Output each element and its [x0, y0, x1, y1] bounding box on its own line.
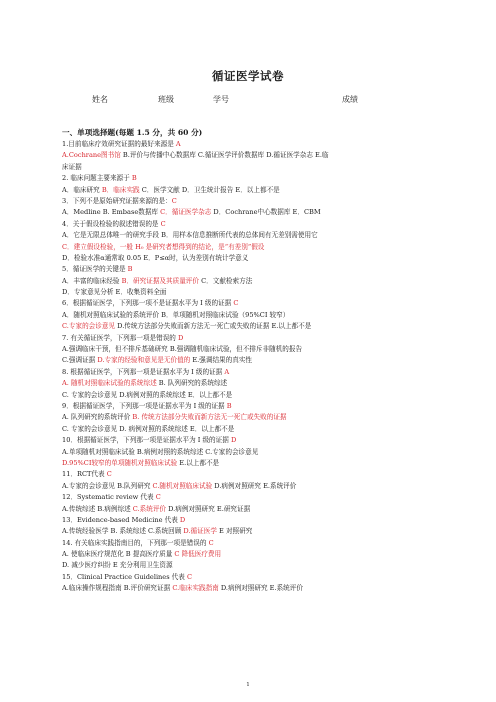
answer-text: B: [226, 401, 232, 410]
answer-text: D: [179, 515, 186, 524]
question-line: [62, 538, 440, 549]
answer-text: D.循证医学: [183, 527, 217, 536]
question-text: A.传统经验医学 B. 系统综述 C.系统回顾: [62, 527, 184, 536]
question-text: 1.目前临床疗效研究证据的最好来源是: [62, 140, 176, 148]
question-line: [62, 333, 440, 344]
answer-text: D.专家的经验和意见是无价值的: [97, 356, 191, 365]
question-line: [62, 355, 440, 366]
question-text: D.病例对照研究 E.系统评价: [218, 584, 303, 593]
question-text: C．文献检索方法: [199, 276, 253, 285]
question-text: D.病例对照研究 E.系统评价: [212, 481, 297, 490]
question-text: 8. 根据循证医学，下列那一项是证据水平为 I 级的证据: [62, 367, 225, 376]
question-line: [62, 378, 440, 389]
question-line: [62, 185, 440, 196]
question-list: [62, 139, 440, 595]
question-line: [62, 242, 440, 253]
answer-text: C.临床实践指南: [172, 584, 219, 593]
question-text: D．专家意见分析 E．收集资料全面: [62, 288, 167, 297]
question-text: E 对照研究: [216, 527, 253, 536]
answer-text: C: [208, 538, 214, 547]
question-line: [62, 560, 440, 571]
question-text: A.专家的会诊意见 B.队列研究: [62, 481, 153, 490]
answer-text: C: [155, 493, 161, 502]
answer-text: A: [224, 367, 230, 376]
question-line: [62, 173, 440, 184]
question-text: A．Medline B. Embase数据库: [62, 208, 161, 217]
question-text: A．随机对照临床试验的系统评价 B．单项随机对照临床试验（95%CI 较窄）: [62, 310, 290, 319]
answer-text: C 降低医疗费用: [174, 550, 222, 559]
question-text: D. 减少医疗纠纷 E 充分利用卫生资源: [62, 561, 173, 570]
answer-text: D.95%CI较窄的单项随机对照临床试验: [62, 458, 178, 467]
answer-text: C.系统评价: [132, 504, 167, 513]
question-line: [62, 572, 440, 583]
question-line: [62, 583, 440, 594]
question-line: [62, 264, 440, 275]
question-text: E.以上都不是: [177, 458, 220, 467]
question-line: [62, 219, 440, 230]
question-line: [62, 196, 440, 207]
question-line: [62, 230, 440, 241]
question-line: [62, 207, 440, 218]
question-text: C. 专家的会诊意见 D. 病例对照的系统综述 E．以上都不是: [62, 424, 235, 433]
answer-text: C: [186, 572, 193, 581]
question-text: 6．根据循证医学，下列那一项不是证据水平为 I 级的证据: [62, 299, 234, 308]
answer-text: A: [175, 140, 181, 148]
question-text: 12．Systematic review 代表: [62, 493, 156, 502]
question-line: [62, 549, 440, 560]
question-text: C．医学文献 D．卫生统计报告 E．以上都不是: [139, 185, 280, 194]
question-text: A．它是无限总体唯一的研究手段 B．用样本信息推断所代表的总体间有无差别需使用它: [62, 231, 318, 240]
question-text: D.病例对照研究 E.研究证据: [166, 504, 251, 513]
question-line: [62, 390, 440, 401]
answer-text: C: [106, 470, 112, 479]
question-line: [62, 492, 440, 503]
question-text: 10．根据循证医学，下列那一项是证据水平为 I 级的证据: [62, 436, 231, 445]
question-text: 14. 有关临床实践指南目的，下列那一项是错误的: [62, 538, 209, 547]
question-text: A.强调临床干预，但不排斥基础研究 B.强调随机临床试验，但不排斥非随机的报告: [62, 345, 303, 354]
answer-text: C．建立假设检验，一般 H₀ 是研究者想得到的结论，是“有差别”假设: [62, 242, 265, 251]
question-line: [62, 310, 440, 321]
student-info-row: [0, 94, 496, 106]
question-text: 2. 临床问题主要来源于: [62, 174, 132, 183]
question-text: C. 专家的会诊意见 D.病例对照的系统综述 E．以上都不是: [62, 390, 233, 399]
question-line: [62, 481, 440, 492]
question-text: A．临床研究: [62, 185, 102, 194]
question-text: 15．Clinical Practice Guidelines 代表: [62, 572, 187, 581]
question-text: A. 使临床医疗规范化 B 提高医疗质量: [62, 550, 175, 559]
answer-text: C.随机对照临床试验: [152, 481, 213, 490]
question-line: [62, 150, 440, 161]
question-text: 11．RCT代表: [62, 470, 107, 479]
student-id-label: 学号: [213, 95, 229, 104]
answer-text: C.专家的会诊意见: [62, 322, 116, 331]
question-text: B.评价与传播中心数据库 C.循证医学评价数据库 D.循证医学杂志 E.临: [120, 151, 329, 160]
question-text: B. 队列研究的系统综述: [156, 379, 228, 388]
question-text: A. 队列研究的系统评价: [62, 413, 133, 422]
class-label: 班级: [158, 95, 174, 104]
question-text: D．Cochrane中心数据库 E．CBM: [211, 208, 321, 217]
answer-text: B. 传统方法部分失败而新方法无一死亡或失败的证据: [132, 413, 287, 422]
question-text: 5．循证医学的关键是: [62, 265, 128, 274]
question-text: A．丰富的临床经验: [62, 276, 122, 285]
answer-text: B: [127, 265, 133, 274]
question-text: 13．Evidence-based Medicine 代表: [62, 515, 180, 524]
question-text: 7. 有关循证医学，下列那一项是错误的: [62, 333, 178, 342]
score-label: 成绩: [342, 95, 358, 104]
question-line: [62, 526, 440, 537]
question-line: [62, 435, 440, 446]
answer-text: C: [233, 299, 239, 308]
question-line: [62, 367, 440, 378]
question-text: 9．根据循证医学，下列那一项是证据水平为 I 级的证据: [62, 401, 227, 410]
question-line: [62, 276, 440, 287]
answer-text: D: [230, 436, 237, 445]
name-label: 姓名: [92, 95, 108, 104]
question-text: A.传统综述 B.病例综述: [62, 504, 133, 513]
answer-text: A. 随机对照临床试验的系统综述: [62, 379, 157, 388]
question-text: D．检验水准α通常取 0.05 E．P≤α时，认为差别有统计学意义: [62, 253, 249, 262]
question-line: [62, 401, 440, 412]
question-line: [62, 139, 440, 150]
question-text: D.传统方法部分失败而新方法无一死亡或失败的证据 E.以上都不是: [115, 322, 312, 331]
question-text: 床证据: [62, 162, 82, 171]
answer-text: C: [160, 219, 166, 228]
question-line: [62, 321, 440, 332]
question-line: [62, 424, 440, 435]
section-heading: 一、单项选择题(每题 1.5 分，共 60 分): [62, 128, 203, 137]
question-line: [62, 253, 440, 264]
question-text: E.强调结果的真实性: [190, 356, 253, 365]
page-number: 1: [246, 682, 250, 688]
answer-text: B．临床实践: [101, 185, 140, 194]
question-line: [62, 412, 440, 423]
question-text: A.临床操作规程指南 B.评价研究证据: [62, 584, 173, 593]
question-line: [62, 287, 440, 298]
question-line: [62, 458, 440, 469]
question-text: A.单项随机对照临床试验 B.病例对照的系统综述 C.专家的会诊意见: [62, 447, 259, 456]
question-line: [62, 469, 440, 480]
question-line: [62, 504, 440, 515]
answer-text: B: [131, 174, 137, 183]
question-line: [62, 298, 440, 309]
answer-text: C: [171, 196, 177, 205]
answer-text: C．循证医学杂志: [160, 208, 212, 217]
question-text: C.强调证据: [62, 356, 98, 365]
question-line: [62, 162, 440, 173]
question-line: [62, 344, 440, 355]
answer-text: A.Cochrane图书馆: [62, 151, 121, 160]
question-line: [62, 515, 440, 526]
answer-text: B．研究证据及其质量评价: [121, 276, 199, 285]
question-line: [62, 447, 440, 458]
question-text: 3．下列不是原始研究证据来源的是：: [62, 196, 172, 205]
question-text: 4．关于假设检验的叙述错误的是: [62, 219, 161, 228]
page-title: 循证医学试卷: [212, 69, 284, 83]
answer-text: D: [177, 333, 184, 342]
